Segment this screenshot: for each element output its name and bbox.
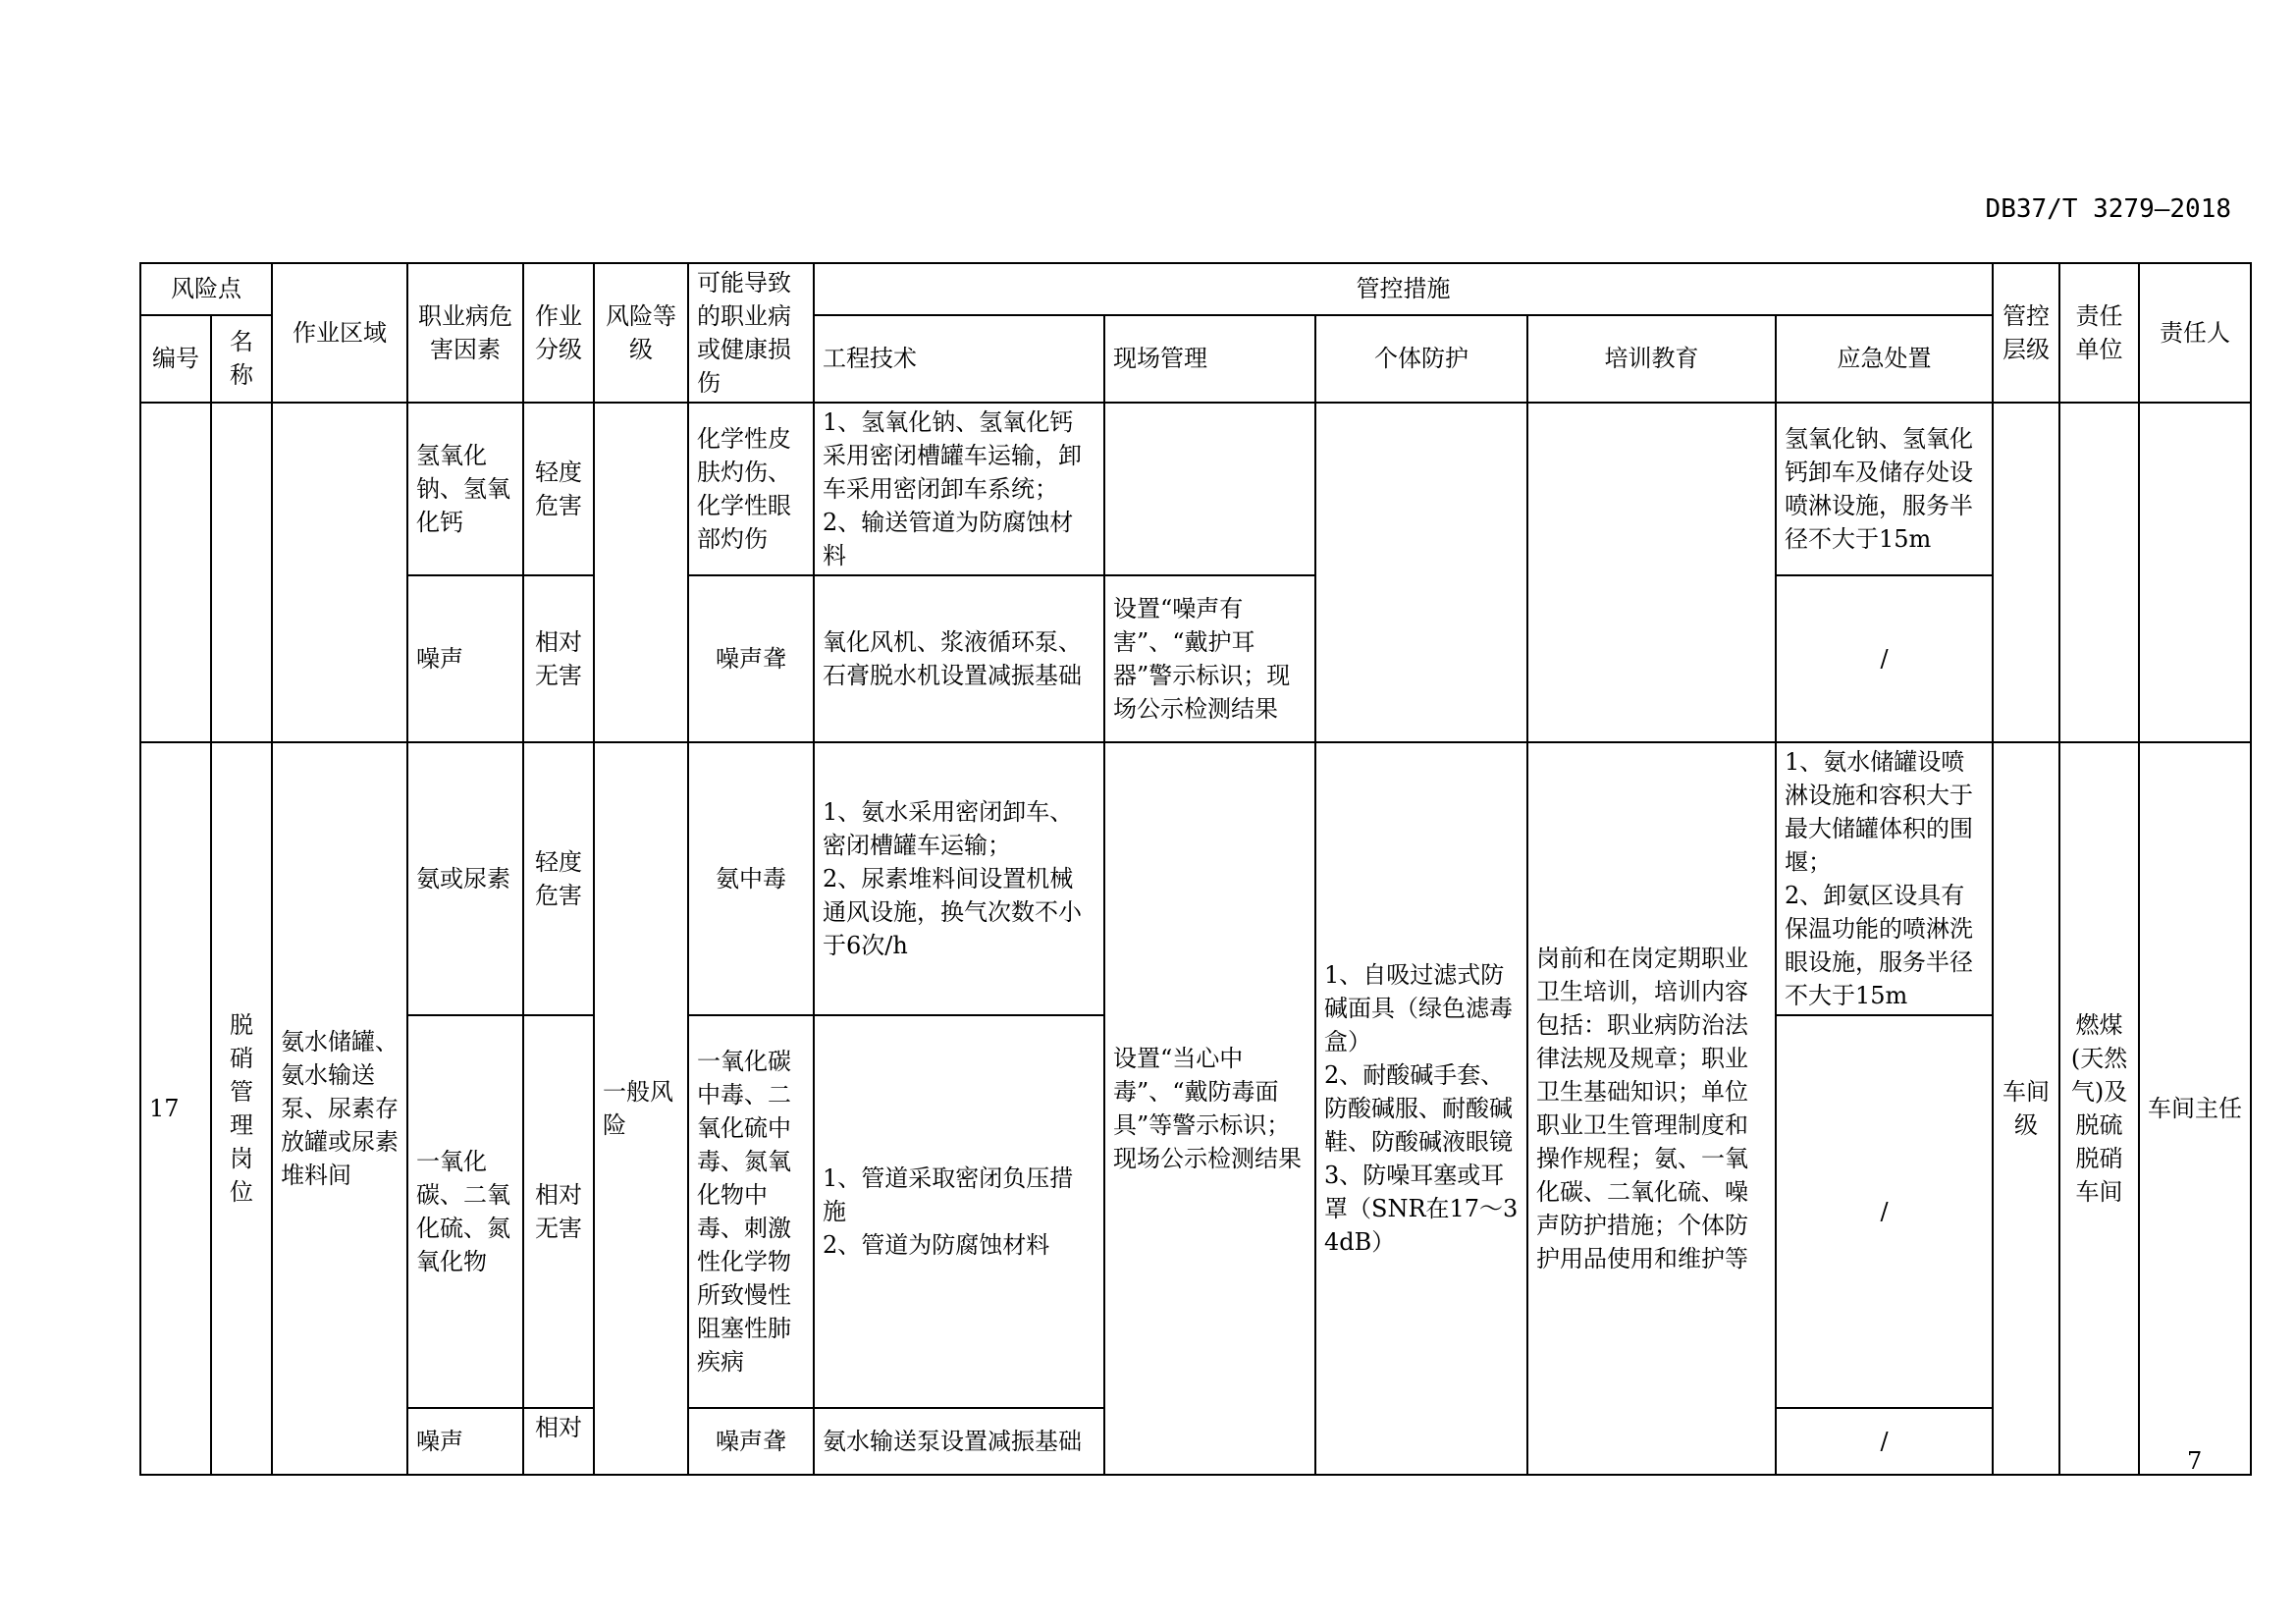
header-engineering: 工程技术	[814, 315, 1104, 403]
header-number: 编号	[140, 315, 211, 403]
cell-engineering: 1、管道采取密闭负压措施 2、管道为防腐蚀材料	[814, 1015, 1104, 1408]
cell-disease: 氨中毒	[688, 742, 814, 1015]
cell-hazard: 噪声	[407, 1408, 523, 1475]
cell-engineering: 1、氢氧化钠、氢氧化钙采用密闭槽罐车运输，卸车采用密闭卸车系统； 2、输送管道为防腐蚀材料	[814, 403, 1104, 575]
cell-emergency: /	[1776, 1408, 1993, 1475]
cell-risk-level	[594, 403, 688, 742]
cell-grade: 相对	[523, 1408, 594, 1475]
cell-engineering: 氧化风机、浆液循环泵、石膏脱水机设置减振基础	[814, 575, 1104, 742]
cell-responsible-person	[2139, 403, 2251, 742]
cell-name	[211, 403, 272, 742]
cell-hazard: 噪声	[407, 575, 523, 742]
header-work-area: 作业区域	[272, 263, 407, 403]
cell-responsible-unit: 燃煤(天然气)及脱硫脱硝车间	[2059, 742, 2139, 1475]
cell-grade: 轻度危害	[523, 403, 594, 575]
cell-hazard: 氨或尿素	[407, 742, 523, 1015]
cell-responsible-person: 车间主任	[2139, 742, 2251, 1475]
header-responsible-unit: 责任单位	[2059, 263, 2139, 403]
header-site-management: 现场管理	[1104, 315, 1315, 403]
table-header-row	[140, 263, 2251, 315]
header-hazard-factor: 职业病危害因素	[407, 263, 523, 403]
cell-risk-level: 一般风险	[594, 742, 688, 1475]
cell-site-management: 设置“当心中毒”、“戴防毒面具”等警示标识；现场公示检测结果	[1104, 742, 1315, 1475]
cell-disease: 化学性皮肤灼伤、化学性眼部灼伤	[688, 403, 814, 575]
header-risk-level: 风险等级	[594, 263, 688, 403]
document-code: DB37/T 3279—2018	[1985, 194, 2231, 224]
table-row	[140, 575, 2251, 742]
cell-disease: 噪声聋	[688, 1408, 814, 1475]
cell-work-area	[272, 403, 407, 742]
cell-disease: 一氧化碳中毒、二氧化硫中毒、氮氧化物中毒、刺激性化学物所致慢性阻塞性肺疾病	[688, 1015, 814, 1408]
cell-emergency: 氢氧化钠、氢氧化钙卸车及储存处设喷淋设施，服务半径不大于15m	[1776, 403, 1993, 575]
cell-site-management	[1104, 403, 1315, 575]
header-risk-point: 风险点	[140, 263, 272, 315]
cell-training: 岗前和在岗定期职业卫生培训，培训内容包括：职业病防治法律法规及规章；职业卫生基础知识；单位职业卫生管理制度和操作规程；氨、一氧化碳、二氧化硫、噪声防护措施；个体防护用品使用和维护等	[1527, 742, 1776, 1475]
cell-engineering: 1、氨水采用密闭卸车、密闭槽罐车运输； 2、尿素堆料间设置机械通风设施，换气次数不小于6次/h	[814, 742, 1104, 1015]
cell-grade: 相对无害	[523, 1015, 594, 1408]
cell-control-level	[1993, 403, 2059, 742]
header-emergency: 应急处置	[1776, 315, 1993, 403]
cell-hazard: 一氧化碳、二氧化硫、氮氧化物	[407, 1015, 523, 1408]
header-control-measures: 管控措施	[814, 263, 1993, 315]
cell-training	[1527, 403, 1776, 742]
page-number: 7	[2187, 1447, 2203, 1475]
header-training: 培训教育	[1527, 315, 1776, 403]
cell-disease: 噪声聋	[688, 575, 814, 742]
cell-control-level: 车间级	[1993, 742, 2059, 1475]
header-control-level: 管控层级	[1993, 263, 2059, 403]
header-work-grade: 作业分级	[523, 263, 594, 403]
cell-emergency: /	[1776, 575, 1993, 742]
cell-number	[140, 403, 211, 742]
cell-engineering: 氨水输送泵设置减振基础	[814, 1408, 1104, 1475]
cell-emergency: /	[1776, 1015, 1993, 1408]
header-name: 名称	[211, 315, 272, 403]
table-row	[140, 742, 2251, 1015]
cell-hazard: 氢氧化钠、氢氧化钙	[407, 403, 523, 575]
cell-responsible-unit	[2059, 403, 2139, 742]
header-personal-protection: 个体防护	[1315, 315, 1527, 403]
cell-grade: 相对无害	[523, 575, 594, 742]
cell-emergency: 1、氨水储罐设喷淋设施和容积大于最大储罐体积的围堰； 2、卸氨区设具有保温功能的喷淋洗眼设施，服务半径不大于15m	[1776, 742, 1993, 1015]
cell-name: 脱硝管理岗位	[211, 742, 272, 1475]
cell-site-management: 设置“噪声有害”、“戴护耳器”警示标识；现场公示检测结果	[1104, 575, 1315, 742]
risk-table	[139, 262, 2252, 1476]
cell-personal-protection: 1、自吸过滤式防碱面具（绿色滤毒盒） 2、耐酸碱手套、防酸碱服、耐酸碱鞋、防酸碱液眼镜 3、防噪耳塞或耳罩（SNR在17～34dB）	[1315, 742, 1527, 1475]
table-row	[140, 403, 2251, 575]
header-responsible-person: 责任人	[2139, 263, 2251, 403]
cell-number: 17	[140, 742, 211, 1475]
cell-personal-protection	[1315, 403, 1527, 742]
cell-grade: 轻度危害	[523, 742, 594, 1015]
header-possible-disease: 可能导致的职业病或健康损伤	[688, 263, 814, 403]
cell-work-area: 氨水储罐、氨水输送泵、尿素存放罐或尿素堆料间	[272, 742, 407, 1475]
